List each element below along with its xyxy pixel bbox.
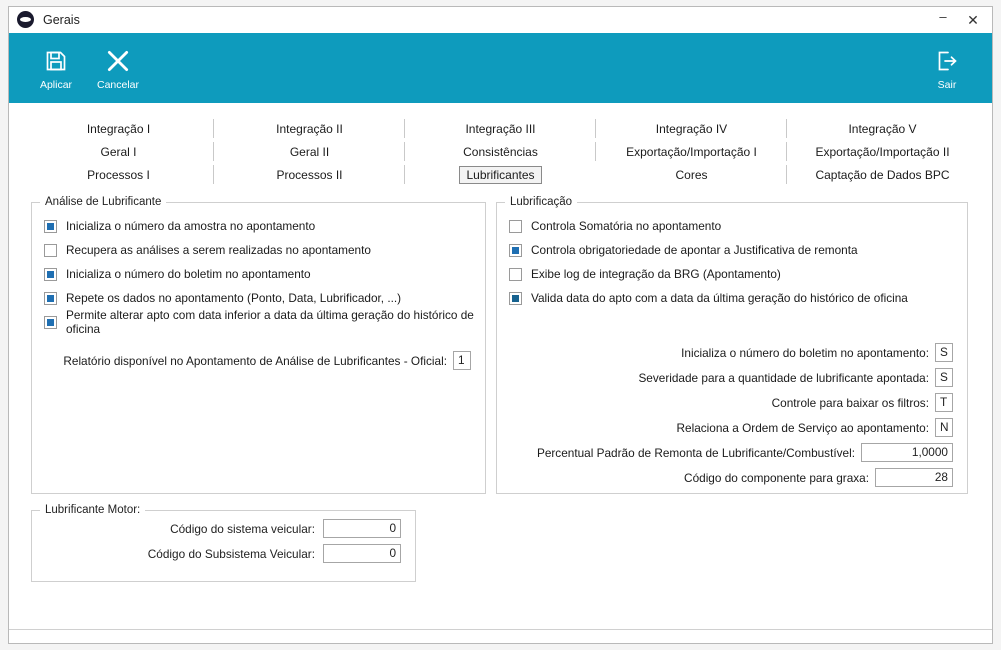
tab-integracao-iv[interactable]: Integração IV [596, 117, 787, 140]
group-lubrificacao [496, 196, 968, 494]
apply-label: Aplicar [39, 78, 73, 91]
checkbox-repete-dados-apontamento[interactable] [32, 286, 485, 310]
field-codigo-subsistema-veicular [32, 541, 415, 566]
field-percentual-remonta-input[interactable]: 1,0000 [861, 443, 953, 462]
cancel-label: Cancelar [96, 78, 140, 91]
field-relaciona-ordem-servico-label: Relaciona a Ordem de Serviço ao apontamento: [676, 420, 929, 435]
checkbox-label: Recupera as análises a serem realizadas no apontamento [66, 243, 371, 257]
checkbox-label: Controla obrigatoriedade de apontar a Justificativa de remonta [531, 243, 858, 257]
checkbox-box [509, 244, 522, 257]
status-bar [9, 629, 992, 643]
checkbox-recupera-analises[interactable] [32, 238, 485, 262]
field-codigo-componente-graxa [497, 465, 967, 490]
application-window [8, 6, 993, 644]
field-severidade-quantidade-label: Severidade para a quantidade de lubrificante apontada: [638, 370, 929, 385]
tab-integracao-ii[interactable]: Integração II [214, 117, 405, 140]
tab-consistencias[interactable]: Consistências [405, 140, 596, 163]
checkbox-label: Inicializa o número da amostra no apontamento [66, 219, 316, 233]
field-relatorio-oficial-label: Relatório disponível no Apontamento de Análise de Lubrificantes - Oficial: [63, 353, 447, 368]
checkbox-controla-obrigatoriedade-justificativa[interactable] [497, 238, 967, 262]
checkbox-label: Controla Somatória no apontamento [531, 219, 722, 233]
checkbox-box [44, 220, 57, 233]
field-codigo-sistema-veicular-input[interactable]: 0 [323, 519, 401, 538]
checkbox-permite-alterar-apto[interactable] [32, 310, 485, 334]
main-toolbar [9, 33, 992, 103]
group-lubrificacao-legend: Lubrificação [510, 196, 573, 208]
save-disk-icon [44, 46, 68, 76]
tab-integracao-i[interactable]: Integração I [23, 117, 214, 140]
tab-captacao-dados-bpc[interactable]: Captação de Dados BPC [815, 167, 950, 182]
checkbox-label: Repete os dados no apontamento (Ponto, Data, Lubrificador, ...) [66, 291, 402, 305]
tab-geral-ii[interactable]: Geral II [214, 140, 405, 163]
field-codigo-componente-graxa-input[interactable]: 28 [875, 468, 953, 487]
checkbox-box [44, 268, 57, 281]
group-analise-lubrificante [31, 196, 486, 494]
checkbox-inicializa-numero-amostra[interactable] [32, 214, 485, 238]
field-percentual-remonta-label: Percentual Padrão de Remonta de Lubrificante/Combustível: [536, 445, 855, 460]
title-bar [9, 7, 992, 33]
app-logo-icon [17, 11, 34, 28]
tab-lubrificantes[interactable]: Lubrificantes [405, 163, 596, 186]
tab-bar [9, 103, 992, 186]
tab-cores[interactable]: Cores [596, 163, 787, 186]
checkbox-box [509, 220, 522, 233]
window-title: Gerais [43, 12, 80, 27]
group-lubrificante-motor-legend: Lubrificante Motor: [45, 504, 141, 516]
field-severidade-quantidade-input[interactable]: S [935, 368, 953, 387]
field-severidade-quantidade [497, 365, 967, 390]
field-relatorio-oficial [32, 348, 485, 373]
exit-door-icon [935, 46, 959, 76]
minimize-button[interactable]: – [939, 9, 947, 24]
checkbox-box [509, 268, 522, 281]
checkbox-label: Permite alterar apto com data inferior a data da última geração do histórico de oficina [66, 308, 474, 336]
checkbox-label: Valida data do apto com a data da última geração do histórico de oficina [531, 291, 908, 305]
tab-content-lubrificantes [9, 186, 992, 629]
tab-integracao-v[interactable]: Integração V [848, 121, 917, 136]
field-relaciona-ordem-servico [497, 415, 967, 440]
field-inicializa-boletim [497, 340, 967, 365]
group-analise-legend: Análise de Lubrificante [45, 196, 162, 208]
checkbox-exibe-log-brg[interactable] [497, 262, 967, 286]
field-relatorio-oficial-input[interactable]: 1 [453, 351, 471, 370]
group-lubrificante-motor [31, 504, 416, 582]
exit-label: Sair [937, 78, 957, 91]
field-codigo-componente-graxa-label: Código do componente para graxa: [684, 470, 869, 485]
cancel-button[interactable] [87, 37, 149, 99]
checkbox-valida-data-apto[interactable] [497, 286, 967, 310]
checkbox-label: Inicializa o número do boletim no apontamento [66, 267, 311, 281]
field-controle-baixar-filtros-input[interactable]: T [935, 393, 953, 412]
exit-button[interactable] [916, 37, 978, 99]
field-controle-baixar-filtros [497, 390, 967, 415]
field-inicializa-boletim-input[interactable]: S [935, 343, 953, 362]
field-relaciona-ordem-servico-input[interactable]: N [935, 418, 953, 437]
tab-processos-i[interactable]: Processos I [23, 163, 214, 186]
checkbox-controla-somatoria[interactable] [497, 214, 967, 238]
checkbox-box [44, 244, 57, 257]
checkbox-inicializa-numero-boletim[interactable] [32, 262, 485, 286]
checkbox-box [509, 292, 522, 305]
field-codigo-subsistema-veicular-input[interactable]: 0 [323, 544, 401, 563]
field-percentual-remonta [497, 440, 967, 465]
apply-button[interactable] [25, 37, 87, 99]
field-codigo-sistema-veicular-label: Código do sistema veicular: [170, 521, 315, 536]
checkbox-box [44, 292, 57, 305]
checkbox-label: Exibe log de integração da BRG (Apontamento) [531, 267, 781, 281]
tab-processos-ii[interactable]: Processos II [214, 163, 405, 186]
tab-integracao-iii[interactable]: Integração III [405, 117, 596, 140]
close-button[interactable]: ✕ [967, 11, 979, 28]
tab-grid [23, 117, 978, 186]
field-controle-baixar-filtros-label: Controle para baixar os filtros: [771, 395, 929, 410]
tab-exportacao-importacao-i[interactable]: Exportação/Importação I [596, 140, 787, 163]
tab-exportacao-importacao-ii[interactable]: Exportação/Importação II [815, 144, 950, 159]
field-codigo-sistema-veicular [32, 516, 415, 541]
field-inicializa-boletim-label: Inicializa o número do boletim no apontamento: [681, 345, 929, 360]
tab-geral-i[interactable]: Geral I [23, 140, 214, 163]
field-codigo-subsistema-veicular-label: Código do Subsistema Veicular: [147, 546, 315, 561]
checkbox-box [44, 316, 57, 329]
close-x-icon [105, 46, 131, 76]
